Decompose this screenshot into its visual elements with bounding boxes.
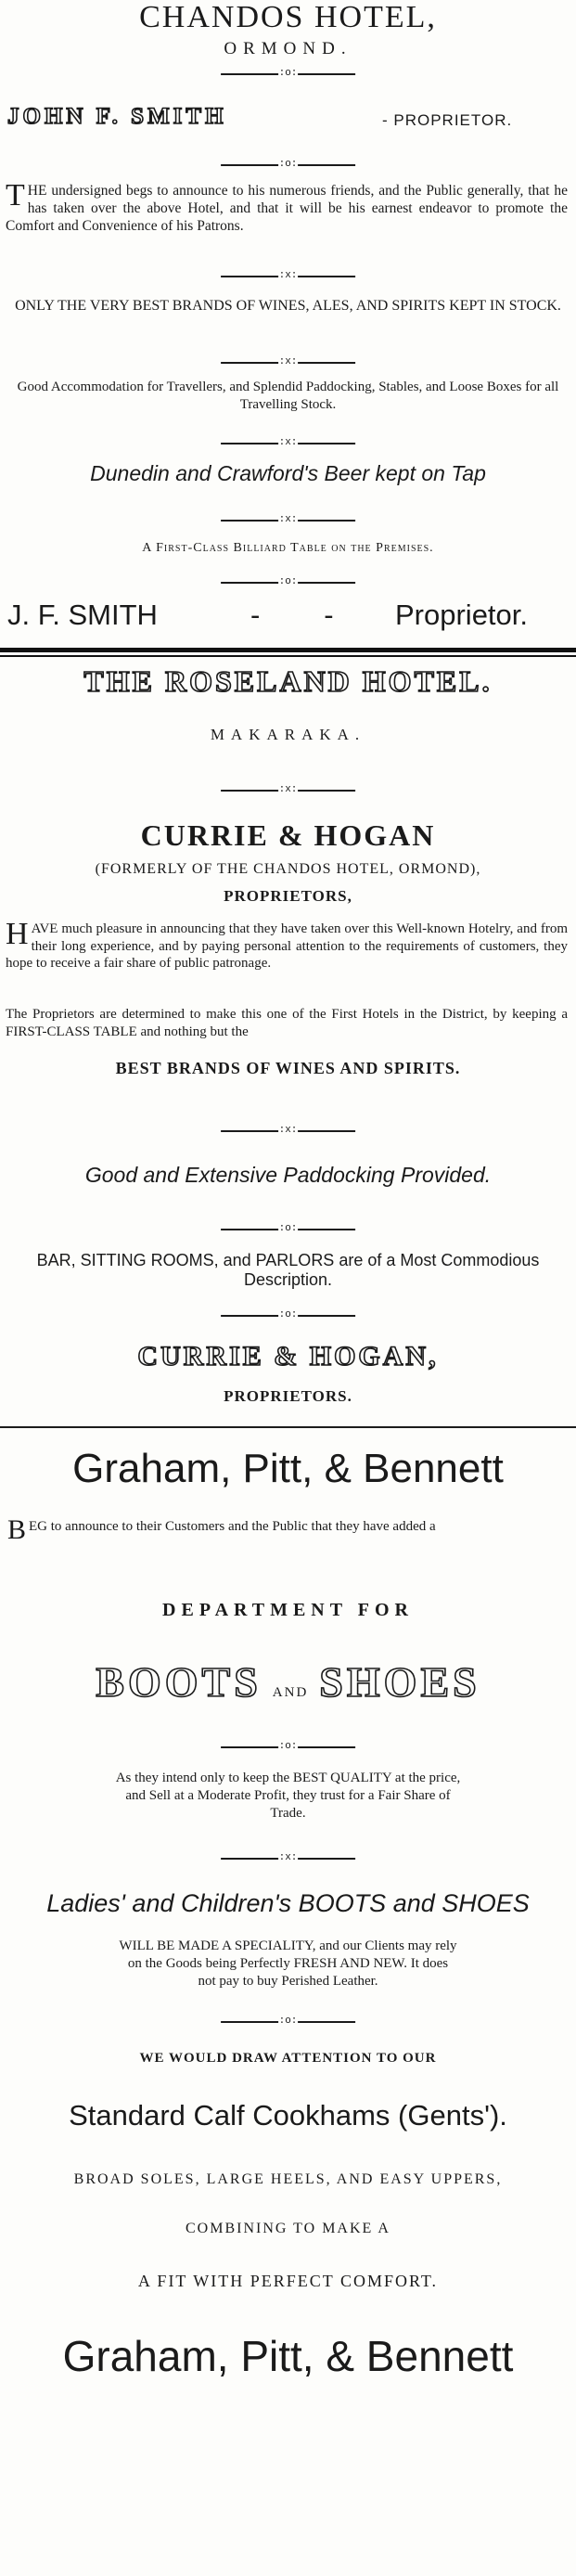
roseland-bar: BAR, SITTING ROOMS, and PARLORS are of a Most Commodious Description. — [36, 1251, 540, 1289]
separator-x: :x: — [221, 1126, 356, 1136]
section-divider — [0, 648, 576, 657]
chandos-proprietor-role: - PROPRIETOR. — [382, 111, 513, 129]
separator-x: :x: — [221, 271, 356, 281]
chandos-billiard: A First-Class Billiard Table on the Premises. — [142, 541, 434, 555]
separator-o: :o: — [221, 577, 356, 587]
separator-o: :o: — [221, 160, 356, 170]
graham-intro — [7, 1514, 568, 1545]
separator-x: :x: — [221, 357, 356, 367]
graham-fit: A FIT WITH PERFECT COMFORT. — [137, 2272, 439, 2290]
chandos-dropcap: T — [6, 178, 25, 213]
graham-attention: WE WOULD DRAW ATTENTION TO OUR — [139, 2051, 437, 2066]
separator-o: :o: — [221, 2016, 356, 2027]
chandos-title: CHANDOS HOTEL, — [139, 0, 437, 34]
graham-signature: Graham, Pitt, & Bennett — [62, 2332, 514, 2380]
graham-title: Graham, Pitt, & Bennett — [72, 1446, 504, 1491]
roseland-sig-role: PROPRIETORS. — [224, 1387, 352, 1405]
roseland-owners: CURRIE & HOGAN — [140, 818, 436, 852]
separator-mark: :o: — [278, 68, 298, 79]
roseland-sig-owners: CURRIE & HOGAN, — [137, 1341, 439, 1372]
separator-x: :x: — [221, 515, 356, 525]
graham-boots-shoes — [0, 1657, 576, 1713]
chandos-sig-dashes: - - — [250, 599, 334, 631]
graham-and: AND — [272, 1685, 309, 1700]
separator-o — [221, 69, 356, 79]
roseland-place: MAKARAKA. — [210, 726, 366, 743]
chandos-accommodation: Good Accommodation for Travellers, and Splendid Paddocking, Stables, and Loose Boxes for all Travelling Stock. — [17, 380, 559, 412]
chandos-sig-name: J. F. SMITH — [7, 599, 158, 631]
separator-o: :o: — [221, 1742, 356, 1752]
section-divider — [0, 1426, 576, 1428]
graham-combining: COMBINING TO MAKE A — [186, 2221, 390, 2236]
roseland-paddocking: Good and Extensive Paddocking Provided. — [84, 1163, 492, 1187]
chandos-beer: Dunedin and Crawford's Beer kept on Tap — [90, 461, 486, 485]
roseland-title: THE ROSELAND HOTEL. — [83, 664, 493, 698]
chandos-place: ORMOND. — [224, 39, 352, 58]
graham-speciality: WILL BE MADE A SPECIALITY, and our Clients may rely on the Goods being Perfectly FRESH AND NEW. It does not pay to buy Perished Leather. — [119, 1938, 457, 1989]
chandos-intro — [6, 178, 568, 235]
separator-x: :x: — [221, 785, 356, 795]
roseland-formerly: (FORMERLY OF THE CHANDOS HOTEL, ORMOND), — [95, 861, 481, 877]
graham-broad: BROAD SOLES, LARGE HEELS, AND EASY UPPERS, — [73, 2171, 503, 2187]
separator-x: :x: — [221, 438, 356, 448]
graham-intro-text: EG to announce to their Customers and the Public that they have added a — [29, 1519, 436, 1534]
chandos-proprietor-line — [0, 104, 576, 134]
chandos-brands: ONLY THE VERY BEST BRANDS OF WINES, ALES, AND SPIRITS KEPT IN STOCK. — [15, 298, 561, 314]
chandos-signature — [0, 599, 576, 636]
graham-quality: As they intend only to keep the BEST QUALITY at the price, and Sell at a Moderate Profit, they trust for a Fair Share of Trade. — [115, 1771, 461, 1821]
graham-dropcap: B — [7, 1514, 27, 1545]
roseland-intro-text: AVE much pleasure in announcing that they have taken over this Well-known Hotelry, and from their long experience, and by paying personal attention to the requirements of customers, they hope to receive a fair share of public patronage. — [6, 921, 568, 971]
chandos-sig-role: Proprietor. — [395, 599, 529, 631]
roseland-best-brands: BEST BRANDS OF WINES AND SPIRITS. — [115, 1059, 461, 1077]
chandos-intro-text: HE undersigned begs to announce to his numerous friends, and the Public generally, that he has taken over the above Hotel, and that it will be his earnest endeavor to promote the Comfort and Convenience of his Patrons. — [6, 183, 568, 234]
roseland-proprietors: PROPRIETORS, — [224, 887, 352, 905]
separator-o: :o: — [221, 1224, 356, 1234]
graham-calf: Standard Calf Cookhams (Gents'). — [69, 2099, 507, 2132]
graham-ladies: Ladies' and Children's BOOTS and SHOES — [46, 1889, 530, 1917]
roseland-intro — [6, 917, 568, 972]
roseland-determined: The Proprietors are determined to make this one of the First Hotels in the District, by keeping a FIRST-CLASS TABLE and nothing but the — [6, 1007, 568, 1039]
graham-boots: BOOTS — [96, 1658, 262, 1706]
separator-o: :o: — [221, 1310, 356, 1320]
roseland-dropcap: H — [6, 917, 29, 951]
chandos-proprietor-name: JOHN F. SMITH — [7, 104, 227, 129]
separator-x: :x: — [221, 1853, 356, 1863]
graham-shoes: SHOES — [319, 1658, 480, 1706]
graham-department: DEPARTMENT FOR — [162, 1600, 414, 1620]
